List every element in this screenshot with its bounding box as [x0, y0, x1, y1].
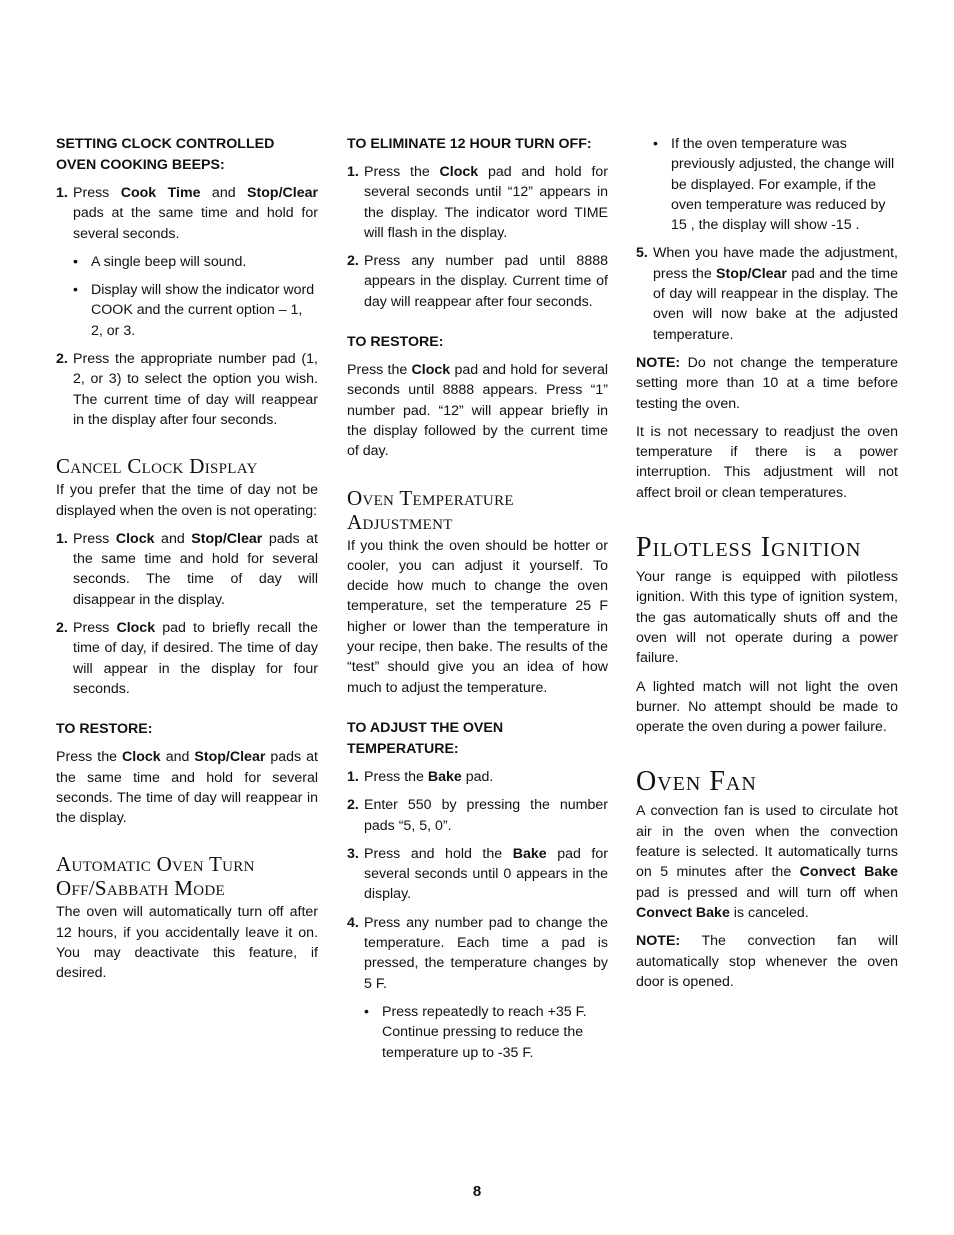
column-3 — [636, 134, 898, 1000]
adjust-step-3: 3. Press and hold the Bake pad for several seconds until 0 appears in the display. — [347, 845, 608, 903]
auto-turn-off-paragraph: The oven will automatically turn off after 12 hours, if you accidentally leave it on. You may deactivate this feature, if desired. — [56, 904, 318, 982]
heading-clock-beeps: SETTING CLOCK CONTROLLED OVEN COOKING BEEPS: — [56, 136, 275, 173]
pilotless-paragraph-2: A lighted match will not light the oven burner. No attempt should be made to operate the oven during a power failure. — [636, 678, 898, 736]
heading-adjust-oven-temperature: TO ADJUST THE OVEN TEMPERATURE: — [347, 719, 504, 757]
restore-paragraph-1: Press the Clock and Stop/Clear pads at the same time and hold for several seconds. The time of day will reappear in the display. — [56, 749, 319, 827]
note-convection-fan: NOTE: The convection fan will automatically stop whenever the oven door is opened. — [636, 933, 898, 990]
cancel-intro: If you prefer that the time of day not be displayed when the oven is not operating: — [56, 482, 318, 519]
heading-to-restore-2: TO RESTORE: — [347, 334, 444, 351]
oven-fan-paragraph: A convection fan is used to circulate hot air in the oven when the convection feature is selected. It automatically turns on 5 minutes after the Convect Bake pad is pressed and will turn off when Convect Bake is canceled. — [636, 803, 898, 921]
pilotless-paragraph-1: Your range is equipped with pilotless ignition. With this type of ignition system, the gas automatically shuts off and the oven will not operate during a power failure. — [636, 569, 898, 667]
temperature-paragraph: If you think the oven should be hotter or cooler, you can adjust it yourself. To decide how much to change the oven temperature, set the temperature 25 F higher or lower than the temperature in your recipe, then bake. The results of the “test” should give you an idea of how much to adjust the temperature. — [347, 537, 608, 696]
heading-pilotless-ignition: Pilotless Ignition — [636, 532, 862, 564]
beeps-step-2: 2. Press the appropriate number pad (1, 2, or 3) to select the option you wish. The current time of day will reappear in the display after four seconds. — [56, 351, 318, 428]
beeps-bullet-2: • Display will show the indicator word COOK and the current option – 1, 2, or 3. — [73, 282, 315, 339]
adjust-bullet: • Press repeatedly to reach +35 F. Continue pressing to reduce the temperature up to -35 F. — [364, 1003, 587, 1061]
cancel-step-1: 1. Press Clock and Stop/Clear pads at the same time and hold for several seconds. The time of day will disappear in the display. — [56, 530, 318, 608]
heading-cancel-clock-display: Cancel Clock Display — [56, 454, 258, 479]
heading-to-restore-1: TO RESTORE: — [56, 721, 153, 738]
eliminate-step-2: 2. Press any number pad until 8888 appears in the display. Current time of day will reappear after four seconds. — [347, 253, 608, 310]
eliminate-step-1: 1. Press the Clock pad and hold for several seconds until “12” appears in the display. The indicator word TIME will flash in the display. — [347, 164, 608, 241]
cancel-step-2: 2. Press Clock pad to briefly recall the time of day, if desired. The time of day will appear in the display for four seconds. — [56, 620, 318, 697]
column-1 — [56, 134, 318, 992]
beeps-step-1: 1. Press Cook Time and Stop/Clear pads at the same time and hold for several seconds. — [56, 185, 318, 242]
adjust-step-2: 2. Enter 550 by pressing the number pads “5, 5, 0”. — [347, 797, 608, 834]
readjust-paragraph: It is not necessary to readjust the oven temperature if there is a power interruption. This adjustment will not affect broil or clean temperatures. — [636, 423, 898, 501]
heading-automatic-oven-turn-off: Automatic Oven Turn Off/Sabbath Mode — [56, 852, 255, 901]
adjust-step-1: 1. Press the Bake pad. — [347, 768, 494, 785]
beeps-bullet-1: • A single beep will sound. — [73, 253, 247, 270]
heading-oven-fan: Oven Fan — [636, 766, 757, 798]
heading-eliminate-turn-off: TO ELIMINATE 12 HOUR TURN OFF: — [347, 136, 592, 152]
heading-oven-temperature-adjustment: Oven Temperature Adjustment — [347, 485, 514, 534]
page-number: 8 — [472, 1183, 482, 1200]
adjust-step-4: 4. Press any number pad to change the temperature. Each time a pad is pressed, the temperature changes by 5 F. — [347, 914, 608, 992]
previous-adjustment-bullet: • If the oven temperature was previously adjusted, the change will be displayed. For example, if the oven temperature was reduced by 15 , the display will show -15 . — [653, 136, 895, 234]
note-temperature: NOTE: Do not change the temperature setting more than 10 at a time before testing the oven. — [636, 354, 898, 412]
restore-paragraph-2: Press the Clock pad and hold for several seconds until 8888 appears. Press “1” number pad. “12” will appear briefly in the display followed by the current time of day. — [347, 362, 609, 460]
adjust-step-5: 5. When you have made the adjustment, press the Stop/Clear pad and the time of day will reappear in the display. The oven will now bake at the adjusted temperature. — [636, 245, 898, 343]
column-2 — [347, 134, 608, 1071]
